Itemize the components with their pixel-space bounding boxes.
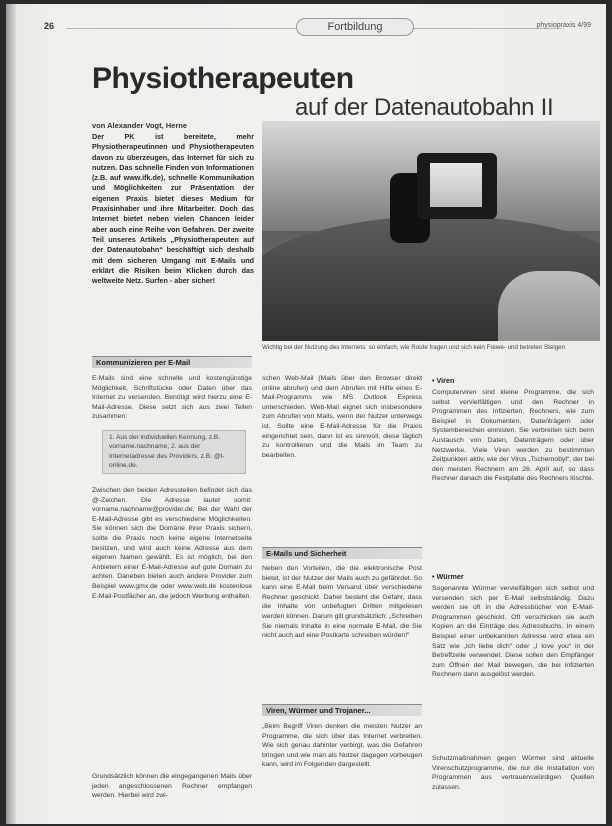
- article-author: von Alexander Vogt, Herne: [92, 121, 188, 130]
- journal-name: physiopraxis 4/99: [536, 22, 591, 29]
- section-heading-email: Kommunizieren per E-Mail: [92, 356, 252, 368]
- col3-paragraph-3: Schutzmaßnahmen gegen Würmer sind aktuelle Virenschutzprogramme, die nur die Installation von Programmen aus vertrauenswürdigen Quellen zulassen.: [432, 755, 594, 791]
- page-spine-shadow: [6, 4, 16, 824]
- col2-paragraph-2: Neben den Vorteilen, die die elektronische Post bietet, ist der Nutzer der Mails auch zu gefährdet. So kann eine E-Mail beim Versand über verschiedene Rechner geschickt. Daher besteht die Gefahr, dass die Inhalte von unbefugten Dritten mitgelesen werden können. Darum gilt grundsätzlich: „Schreiben Sie niemals Inhalte in eine normale E-Mail, die Sie nicht auch auf eine Postkarte schreiben würden!“: [262, 565, 422, 640]
- bullet-heading-viren: • Viren: [432, 376, 455, 385]
- page-number: 26: [44, 21, 55, 31]
- magazine-page: [6, 4, 606, 824]
- section-tab: Fortbildung: [296, 18, 414, 36]
- col3-paragraph-1: Computerviren sind kleine Programme, die sich selbst vervielfältigen und den Rechner in Programmen des Infizierten, Rechners, wie zum Beispiel in Dokumenten, Datenträgern oder Systembereichen einnisten. Sie verbreiten sich beim Austausch von Daten, Datenträgern oder über Netzwerke. Viele Viren werden zu bestimmten Zeitpunkten aktiv, wie der Virus „Tschernobyl“, der bei den meisten Rechnern am 26. April auf, so dass Rechner danach die Festplatte des Rechners löschte.: [432, 389, 594, 483]
- section-heading-security: E-Mails und Sicherheit: [262, 547, 422, 559]
- col3-paragraph-2: Sogenannte Würmer vervielfältigen sich selbst und versenden sich per E-Mail selbstständig. Dazu werden sie oft in die Adressbücher von E-Mail-Programmen geschickt. Oft verschicken sie auch Kopien an die Einträge des Adressbuchs. In einem Beispiel einer unbekannten Adresse wird etwa ein Satz wie „Ich liebe dich“ oder „I love you“ in der Betreffzeile verwendet. Diese sollen den Empfänger zum Öffnen der Mail bewegen, die bei infizierten Rechnern dann ausgelöst werden.: [432, 585, 594, 679]
- col1-paragraph-2: Zwischen den beiden Adressteilen befindet sich das @-Zeichen. Die Adresse lautet somit: vorname.nachname@provider.de. Bei der Wahl der E-Mail-Adresse gibt es verschiedene Möglichkeiten. Sie können sich die Domäne Ihrer Praxis sichern, sollte die Praxis noch keine eigene Internetseite besitzen, und wird auch keine Adresse aus dem eigenen Namen gewählt. Es ist möglich, bei den Anbietern einer E-Mail-Adresse auf gute Domain zu achten. Daneben bieten auch andere Provider zum Beispiel www.gmx.de oder www.web.de kostenlose E-Mail-Postfächer an, die jedoch Werbung enthalten.: [92, 487, 252, 600]
- email-address-infobox: 1. Aus der individuellen Kennung, z.B. vorname.nachname; 2. aus der Internetadresse des Providers, z.B. @t-online.de.: [102, 430, 246, 474]
- page-header: [26, 18, 601, 38]
- col1-paragraph-3: Grundsätzlich können die eingegangenen Mails über jeden angeschlossenen Rechner empfangen werden. Hierbei wird zwi-: [92, 773, 252, 800]
- photo-caption: Wichtig bei der Nutzung des Internets: so einfach, wie Route fragen und sich kein Frewe- und betreten Steigen: [262, 344, 566, 351]
- article-subtitle: auf der Datenautobahn II: [295, 94, 554, 121]
- col2-paragraph-1: schen Web-Mail (Mails über den Browser direkt online abrufen) und dem Abrufen mit Hilfe eines E-Mail-Programms wie MS Outlook Express unterschieden. Web-Mail eignet sich insbesondere zum Abrufen von Mails, wenn der Nutzer unterwegs ist. Sollte eine E-Mail-Adresse für die Praxis eingerichtet sein, dann ist es sinnvoll, diese täglich zu kontrollieren und die Mails im Team zu bearbeiten.: [262, 375, 422, 459]
- article-photo: [262, 121, 600, 341]
- section-heading-viruses: Viren, Würmer und Trojaner...: [262, 704, 422, 716]
- photo-hand-on-wheel: [498, 271, 600, 341]
- photo-device-screen: [430, 163, 482, 207]
- article-title: Physiotherapeuten: [92, 62, 354, 95]
- col2-paragraph-3: „Beim Begriff Viren denken die meisten Nutzer an Programme, die sich über das Internet verbreiten. Wie sich genau dahinter verbirgt, was die Gefahren bringen und wie man als Nutzer dagegen vorbeugen kann, wird im Folgenden dargestellt.: [262, 723, 422, 769]
- col1-paragraph-1: E-Mails sind eine schnelle und kostengünstige Möglichkeit, Schriftstücke oder Daten über das Internet zu versenden. Benötigt wird hierzu eine E-Mail-Adresse. Diese setzt sich aus zwei Teilen zusammen:: [92, 375, 252, 421]
- article-intro: Der PK ist bereitete, mehr Physiotherapeutinnen und Physiotherapeuten davon zu überzeugen, das Internet für sich zu nutzen. Das schnelle Finden von Informationen (z.B. auf www.ifk.de), schnelle Kommunikation und Möglichkeiten zur Präsentation der eigenen Praxis bietet dieses Medium für Praxisinhaber und ihre Mitarbeiter. Doch das Internet bietet neben vielen Chancen leider aber auch eine Reihe von Gefahren. Der zweite Teil unseres Artikels „Physiotherapeuten auf der Datenautobahn“ beschäftigt sich deshalb mit dem sicheren Umgang mit E-Mails und erklärt die Risiken beim Klicken durch das weltweite Netz. Surfen - aber sicher!: [92, 132, 254, 286]
- bullet-heading-wuermer: • Würmer: [432, 572, 464, 581]
